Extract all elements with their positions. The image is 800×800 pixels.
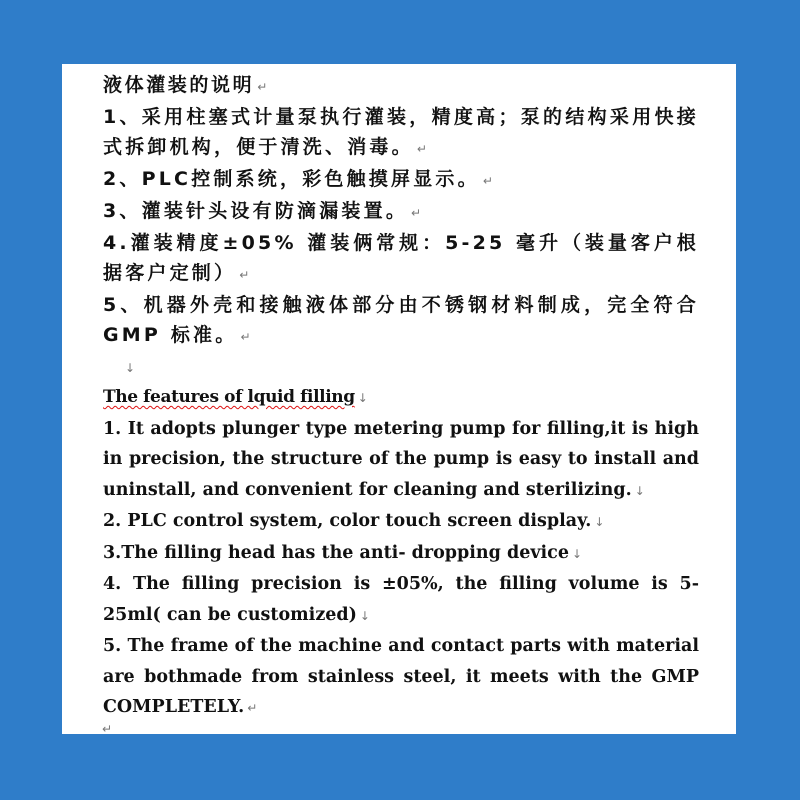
- chinese-item-3: 3、灌装针头设有防滴漏装置。 ↵: [103, 200, 422, 222]
- chinese-item-2: 2、PLC控制系统，彩色触摸屏显示。 ↵: [103, 168, 493, 190]
- paragraph-mark: ↵: [239, 268, 250, 282]
- chinese-item-4: 4.灌装精度±05% 灌装俩常规：5-25 毫升（装量客户根据客户定制） ↵: [103, 232, 699, 284]
- paragraph-mark: ↵: [416, 142, 427, 156]
- chinese-item-5: 5、机器外壳和接触液体部分由不锈钢材料制成，完全符合 GMP 标准。 ↵: [103, 294, 699, 346]
- english-item-2: 2. PLC control system, color touch screen display. ↓: [103, 511, 605, 531]
- document-body: [103, 70, 699, 724]
- line-break-mark: ↓: [125, 361, 136, 375]
- line-break-mark: ↓: [571, 546, 583, 561]
- paragraph-mark: ↵: [247, 701, 258, 715]
- blank-line: [103, 352, 699, 382]
- english-item-3: 3.The filling head has the anti- dropping device ↓: [103, 542, 583, 563]
- english-title: The features of lquid filling ↓: [103, 387, 368, 407]
- paragraph-mark: ↵: [240, 330, 251, 344]
- paragraph-mark: ↵: [482, 174, 493, 188]
- line-break-mark: ↓: [357, 391, 368, 405]
- chinese-title: 液体灌装的说明 ↵: [103, 74, 268, 96]
- chinese-item-1: 1、采用柱塞式计量泵执行灌装，精度高；泵的结构采用快接式拆卸机构，便于清洗、消毒。 ↵: [103, 106, 699, 158]
- english-item-1: 1. It adopts plunger type metering pump for filling,it is high in precision, the structure of the pump is easy to install and uninstall, and convenient for cleaning and sterilizing. ↓: [103, 418, 699, 500]
- english-item-4: 4. The filling precision is ±05%, the filling volume is 5-25ml( can be customized) ↓: [103, 574, 699, 625]
- paragraph-mark: ↵: [257, 80, 268, 94]
- paragraph-mark: ↵: [411, 206, 422, 220]
- english-item-5: 5. The frame of the machine and contact parts with material are bothmade from stainless steel, it meets with the GMP COMPLETELY. ↵: [103, 636, 699, 717]
- document-page: [62, 64, 736, 734]
- line-break-mark: ↓: [634, 483, 645, 498]
- paragraph-mark: ↵: [102, 722, 113, 736]
- line-break-mark: ↓: [594, 515, 605, 529]
- line-break-mark: ↓: [359, 608, 370, 623]
